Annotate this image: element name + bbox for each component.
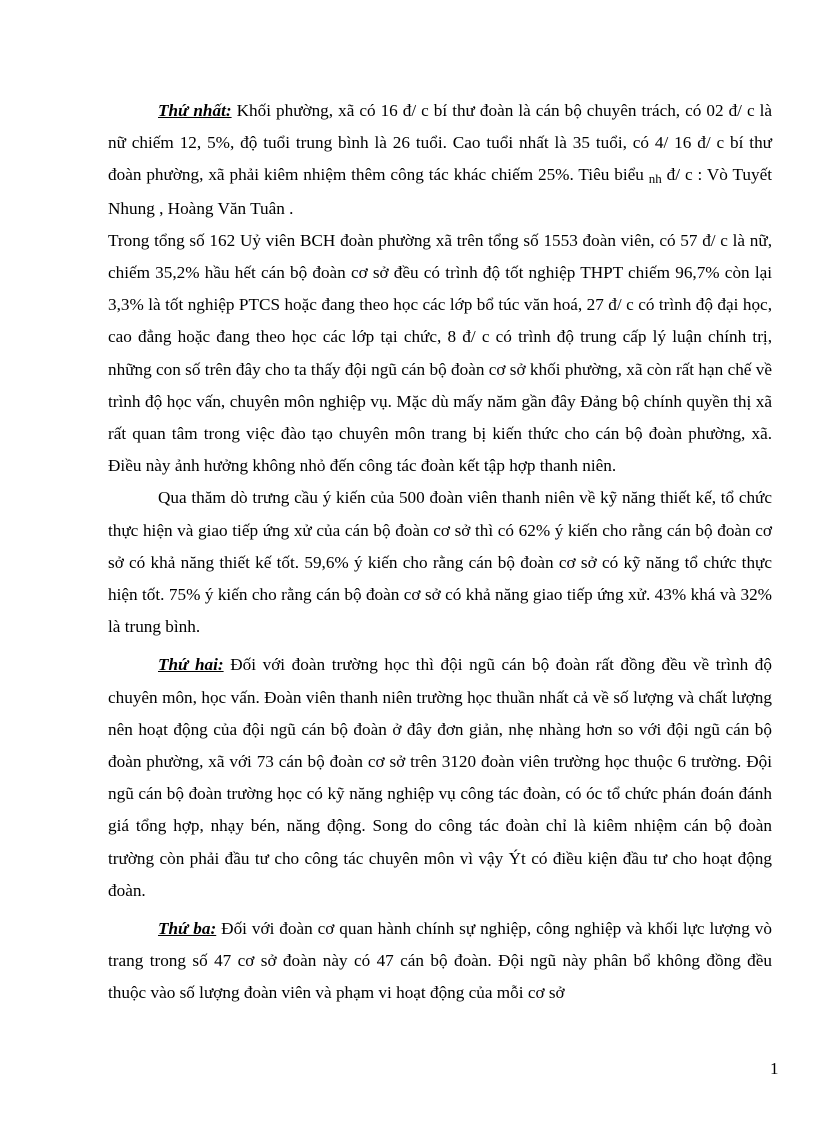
paragraph-1-subscript: nh [648,171,662,187]
lead-second: Thứ hai: [158,655,224,675]
document-body [108,95,772,1010]
page-number: 1 [770,1059,779,1078]
paragraph-4 [108,649,772,907]
paragraph-4-text: Đối với đoàn trường học thì đội ngũ cán bộ đoàn rất đồng đều về trình độ chuyên môn, học vấn. Đoàn viên thanh niên trường học thuần nhất cả về số lượng và chất lượng nên hoạt động của đội ngũ cán bộ đoàn ở đây đơn giản, nhẹ nhàng hơn so với đội ngũ cán bộ đoàn phường, xã với 73 cán bộ đoàn cơ sở trên 3120 đoàn viên trường học thuộc 6 trường. Đội ngũ cán bộ đoàn trường học có kỹ năng nghiệp vụ công tác đoàn, có óc tổ chức phán đoán đánh giá tổng hợp, nhạy bén, năng động. Song do công tác đoàn chỉ là kiêm nhiệm cán bộ đoàn trường còn phải đầu tư cho công tác chuyên môn vì vậy Ýt có điều kiện đầu tư cho hoạt động đoàn. [108,655,772,900]
paragraph-1-text-a: Khối phường, xã có 16 đ/ c bí thư đoàn là cán bộ chuyên trách, có 02 đ/ c là nữ chiếm 12, 5%, độ tuổi trung bình là 26 tuổi. Cao tuổi nhất là 35 tuổi, có 4/ 16 đ/ c bí thư đoàn phường, xã phải kiêm nhiệm thêm công tác khác chiếm 25%. Tiêu biểu [108,101,772,185]
lead-third: Thứ ba: [158,919,217,939]
paragraph-2: Trong tổng số 162 Uỷ viên BCH đoàn phường xã trên tổng số 1553 đoàn viên, có 57 đ/ c là nữ, chiếm 35,2% hầu hết cán bộ đoàn cơ sở đều có trình độ tốt nghiệp THPT chiếm 96,7% còn lại 3,3% là tốt nghiệp PTCS hoặc đang theo học các lớp bổ túc văn hoá, 27 đ/ c có trình độ đại học, cao đẳng hoặc đang theo học các lớp tại chức, 8 đ/ c có trình độ trung cấp lý luận chính trị, những con số trên đây cho ta thấy đội ngũ cán bộ đoàn cơ sở khối phường, xã còn rất hạn chế về trình độ học vấn, chuyên môn nghiệp vụ. Mặc dù mấy năm gần đây Đảng bộ chính quyền thị xã rất quan tâm trong việc đào tạo chuyên môn trang bị kiến thức cho cán bộ đoàn phường, xã. Điều này ảnh hưởng không nhỏ đến công tác đoàn kết tập hợp thanh niên. [108,230,772,476]
paragraph-5-text: Đối với đoàn cơ quan hành chính sự nghiệp, công nghiệp và khối lực lượng vò trang trong số 47 cơ sở đoàn này có 47 cán bộ đoàn. Đội ngũ này phân bổ không đồng đều thuộc vào số lượng đoàn viên và phạm vi hoạt động của mỗi cơ sở [108,919,772,1003]
paragraph-1 [108,95,772,225]
paragraph-3: Qua thăm dò trưng cầu ý kiến của 500 đoàn viên thanh niên về kỹ năng thiết kế, tổ chức thực hiện và giao tiếp ứng xử của cán bộ đoàn cơ sở thì có 62% ý kiến cho rằng cán bộ đoàn cơ sở có khả năng thiết kế tốt. 59,6% ý kiến cho rằng cán bộ đoàn cơ sở có kỹ năng tổ chức thực hiện tốt. 75% ý kiến cho rằng cán bộ đoàn cơ sở có khả năng giao tiếp ứng xử. 43% khá và 32% là trung bình. [108,488,772,637]
lead-first: Thứ nhất: [158,101,232,120]
paragraph-1-text-b: đ/ c : Vò Tuyết Nhung , Hoàng Văn Tuân . [108,165,772,218]
paragraph-5 [108,913,772,1010]
